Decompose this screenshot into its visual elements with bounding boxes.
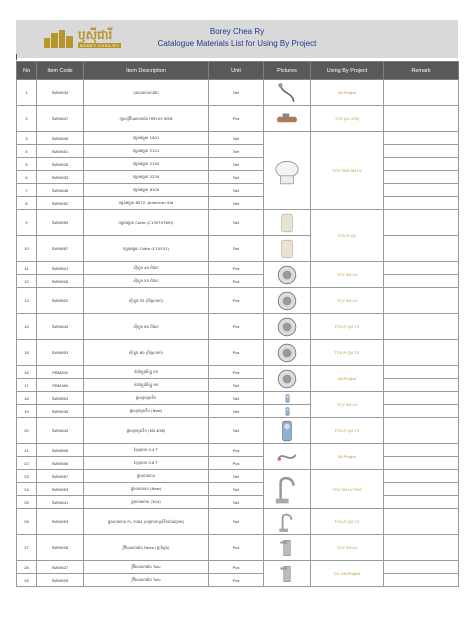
table-row	[17, 340, 459, 366]
item-code: PBM208	[37, 366, 84, 379]
unit: Set	[209, 197, 264, 210]
item-code: SWM029	[37, 574, 84, 587]
company-name: Borey Chea Ry	[209, 27, 265, 36]
column-header: Item Code	[37, 62, 84, 80]
column-header: Using By Project	[311, 62, 384, 80]
document-header	[16, 20, 458, 58]
row-number: 2	[17, 106, 37, 132]
table-row	[17, 158, 459, 171]
table-row	[17, 288, 459, 314]
table-row	[17, 496, 459, 509]
drain-icon	[276, 316, 298, 338]
remark	[384, 405, 459, 418]
using-by-project: All Project	[311, 366, 384, 392]
table-row	[17, 535, 459, 561]
unit: Set	[209, 405, 264, 418]
column-header: Item Description	[84, 62, 209, 80]
unit: Pcs	[209, 288, 264, 314]
item-description: ស៊ីហ្វុង 55 ធំដែក	[84, 275, 209, 288]
item-description: រ៉ូប៊ីណេលាងដៃ Faleo (ផ្ទះល្វែង)	[84, 535, 209, 561]
item-code: SWM001	[37, 262, 84, 275]
item-description: ទ័រជ័រក្លូវេនីល្អូ្អ 55	[84, 366, 209, 379]
column-header: Pictures	[264, 62, 311, 80]
remark	[384, 366, 459, 379]
table-row	[17, 509, 459, 535]
item-code: SWM041	[37, 496, 84, 509]
remark	[384, 561, 459, 574]
table-row	[17, 457, 459, 470]
item-description: ស៊ីហ្វុង 80 ធំដែក	[84, 314, 209, 340]
using-by-project: TCV SH2-SH-LV	[311, 132, 384, 210]
table-row	[17, 314, 459, 340]
basin-faucet-icon	[276, 537, 298, 559]
row-number: 9	[17, 210, 37, 236]
row-number: 3	[17, 132, 37, 145]
table-row	[17, 366, 459, 379]
row-number: 28	[17, 561, 37, 574]
table-row	[17, 470, 459, 483]
item-description: ផ្លុងលាងចាន (304)	[84, 496, 209, 509]
drain-icon	[276, 368, 298, 390]
remark	[384, 145, 459, 158]
table-row	[17, 574, 459, 587]
table-row	[17, 184, 459, 197]
remark	[384, 275, 459, 288]
unit: Set	[209, 509, 264, 535]
remark	[384, 158, 459, 171]
column-header: No	[17, 62, 37, 80]
picture-cell	[264, 132, 311, 210]
item-description: បង្គន់អង្គុយ 2230	[84, 171, 209, 184]
picture-cell	[264, 340, 311, 366]
item-code: SWM059	[37, 210, 84, 236]
picture-cell	[264, 366, 311, 392]
remark	[384, 418, 459, 444]
using-by-project: TCV SH-LV	[311, 288, 384, 314]
remark	[384, 535, 459, 561]
faucet-icon	[276, 108, 298, 130]
item-description: ស៊ីហ្វុង 40 ធំដែក	[84, 262, 209, 275]
item-description: ស៊ីហ្វុង 55 (ពីរស្រទាប់)	[84, 288, 209, 314]
item-code: SWM002	[37, 288, 84, 314]
item-code: SWM049	[37, 132, 84, 145]
item-code: SWM053	[37, 509, 84, 535]
remark	[384, 379, 459, 392]
item-code: SWM028	[37, 275, 84, 288]
remark	[384, 444, 459, 457]
unit: Set	[209, 483, 264, 496]
item-code: SWM043	[37, 314, 84, 340]
logo-text: ឫស៊ីជារី	[78, 28, 113, 42]
table-row	[17, 444, 459, 457]
unit: Set	[209, 145, 264, 158]
divider	[16, 54, 17, 60]
shower-icon	[283, 407, 292, 416]
unit: Pcs	[209, 561, 264, 574]
remark	[384, 184, 459, 197]
using-by-project: TCV-P-QV	[311, 210, 384, 262]
unit: Set	[209, 158, 264, 171]
document-title: Catalogue Materials List for Using By Project	[157, 39, 317, 48]
item-code: SWM052	[37, 197, 84, 210]
using-by-project: TCV SH-LV SH2	[311, 470, 384, 509]
item-description: រ៉ូប៊ីណេលាងដៃ Tulu	[84, 561, 209, 574]
item-description: ផ្កាឈូកងូតទឹក	[84, 392, 209, 405]
picture-cell	[264, 262, 311, 288]
toilet-tank-icon	[276, 238, 298, 260]
remark	[384, 80, 459, 106]
using-by-project: TCV-P-QV-TV	[311, 509, 384, 535]
materials-table	[16, 61, 459, 587]
column-header: Remark	[384, 62, 459, 80]
picture-cell	[264, 236, 311, 262]
picture-cell	[264, 444, 311, 470]
unit: Set	[209, 184, 264, 197]
unit: Set	[209, 236, 264, 262]
remark	[384, 457, 459, 470]
unit: Pcs	[209, 314, 264, 340]
using-by-project: TCV-P-QV-TV	[311, 340, 384, 366]
unit: Pcs	[209, 366, 264, 379]
item-description: ស៊ីហ្វុង 80 (ពីរស្រទាប់)	[84, 340, 209, 366]
picture-cell	[264, 405, 311, 418]
row-number: 29	[17, 574, 37, 587]
pipe-icon	[276, 82, 298, 104]
table-row	[17, 483, 459, 496]
remark	[384, 210, 459, 236]
remark	[384, 392, 459, 405]
row-number: 22	[17, 457, 37, 470]
row-number: 26	[17, 509, 37, 535]
item-code: SWM048	[37, 184, 84, 197]
using-by-project: All Project	[311, 444, 384, 470]
row-number: 8	[17, 197, 37, 210]
unit: Set	[209, 392, 264, 405]
row-number: 16	[17, 366, 37, 379]
item-code: SWM028	[37, 158, 84, 171]
row-number: 11	[17, 262, 37, 275]
picture-cell	[264, 561, 311, 587]
kitchen-faucet-icon	[271, 473, 303, 505]
table-row	[17, 197, 459, 210]
hose-icon	[276, 446, 298, 468]
unit: Set	[209, 210, 264, 236]
remark	[384, 496, 459, 509]
table-body	[17, 80, 459, 587]
row-number: 21	[17, 444, 37, 457]
item-description: ខ្សែទុយោ 0.6 T	[84, 457, 209, 470]
item-description: ផ្កាឈូកងូតទឹក (M5-838)	[84, 418, 209, 444]
table-row	[17, 262, 459, 275]
table-row	[17, 171, 459, 184]
unit: Pcs	[209, 457, 264, 470]
unit: Pcs	[209, 535, 264, 561]
item-description: ខ្សែទុយោ 0.4 T	[84, 444, 209, 457]
table-row	[17, 236, 459, 262]
item-description: ផ្កាឈូកងូតទឹក (New)	[84, 405, 209, 418]
row-number: 6	[17, 171, 37, 184]
item-code: SWM057	[37, 470, 84, 483]
item-description: ក្បាលរ៉ូប៊ីណេលាងដៃ HM105 SMD	[84, 106, 209, 132]
picture-cell	[264, 470, 311, 509]
remark	[384, 314, 459, 340]
remark	[384, 236, 459, 262]
picture-cell	[264, 106, 311, 132]
picture-cell	[264, 392, 311, 405]
item-description: ទុយោដាក់លាងដៃ	[84, 80, 209, 106]
remark	[384, 132, 459, 145]
item-code: SWM006	[37, 457, 84, 470]
table-row	[17, 145, 459, 158]
picture-cell	[264, 288, 311, 314]
using-by-project: CC Old Project	[311, 561, 384, 587]
unit: Set	[209, 171, 264, 184]
item-code: SWM035	[37, 405, 84, 418]
item-description: ផ្លុងលាងចាន (New)	[84, 483, 209, 496]
toilet-tank-icon	[276, 212, 298, 234]
picture-cell	[264, 418, 311, 444]
row-number: 25	[17, 496, 37, 509]
drain-icon	[276, 342, 298, 364]
table-row	[17, 210, 459, 236]
table-row	[17, 392, 459, 405]
row-number: 4	[17, 145, 37, 158]
remark	[384, 574, 459, 587]
remark	[384, 483, 459, 496]
unit: Set	[209, 379, 264, 392]
item-code: SWM051	[37, 145, 84, 158]
using-by-project: TCV-P-QV-TV	[311, 418, 384, 444]
row-number: 7	[17, 184, 37, 197]
using-by-project: TCV (LV 378)	[311, 106, 384, 132]
using-by-project: TCV SH-LV	[311, 535, 384, 561]
table-row	[17, 405, 459, 418]
toilet-icon	[271, 155, 303, 187]
unit: Set	[209, 470, 264, 483]
table-row	[17, 418, 459, 444]
item-code: SWM033	[37, 171, 84, 184]
drain-icon	[276, 264, 298, 286]
item-code: SWM053	[37, 483, 84, 496]
item-description: បង្គន់អង្គុយ 2121	[84, 145, 209, 158]
table-row	[17, 275, 459, 288]
row-number: 20	[17, 418, 37, 444]
using-by-project: TCV SH-LV	[311, 262, 384, 288]
item-code: SWM047	[37, 106, 84, 132]
item-code: PBM188	[37, 379, 84, 392]
logo-subtext: BOREY CHEA RY	[80, 43, 120, 48]
unit: Pcs	[209, 574, 264, 587]
using-by-project: TCV-P-QV-TV	[311, 314, 384, 340]
row-number: 5	[17, 158, 37, 171]
table-row	[17, 80, 459, 106]
unit: Pcs	[209, 444, 264, 457]
column-header: Unit	[209, 62, 264, 80]
item-description: បង្គន់អង្គុយ Cotto (C10531)	[84, 236, 209, 262]
picture-cell	[264, 535, 311, 561]
row-number: 13	[17, 288, 37, 314]
item-code: SWM026	[37, 535, 84, 561]
item-description: បង្គន់អង្គុយ Cotto (C135707WH)	[84, 210, 209, 236]
item-description: ទ័រជ័រក្លូវេនីល្អូ្អ 90	[84, 379, 209, 392]
row-number: 15	[17, 340, 37, 366]
row-number: 27	[17, 535, 37, 561]
item-code: SWM034	[37, 80, 84, 106]
unit: Pcs	[209, 275, 264, 288]
remark	[384, 509, 459, 535]
using-by-project: All Project	[311, 80, 384, 106]
kitchen-faucet-icon	[276, 511, 298, 533]
row-number: 10	[17, 236, 37, 262]
item-code: SWM027	[37, 561, 84, 574]
remark	[384, 171, 459, 184]
row-number: 12	[17, 275, 37, 288]
row-number: 24	[17, 483, 37, 496]
item-code: SWM087	[37, 236, 84, 262]
shower-icon	[276, 420, 298, 442]
item-description: បង្គន់អង្គុយ 8072 -American Std	[84, 197, 209, 210]
row-number: 18	[17, 392, 37, 405]
row-number: 19	[17, 405, 37, 418]
unit: Set	[209, 496, 264, 509]
picture-cell	[264, 80, 311, 106]
item-description: បង្គន់អង្គុយ 2145	[84, 158, 209, 171]
remark	[384, 197, 459, 210]
drain-icon	[276, 290, 298, 312]
row-number: 17	[17, 379, 37, 392]
remark	[384, 106, 459, 132]
picture-cell	[264, 210, 311, 236]
unit: Set	[209, 132, 264, 145]
remark	[384, 340, 459, 366]
table-row	[17, 379, 459, 392]
remark	[384, 288, 459, 314]
item-code: SWM004	[37, 392, 84, 405]
item-code: SWM043	[37, 418, 84, 444]
row-number: 1	[17, 80, 37, 106]
picture-cell	[264, 509, 311, 535]
item-description: បង្គន់អង្គុយ 1001	[84, 132, 209, 145]
table-row	[17, 561, 459, 574]
item-description: បង្គន់អង្គុយ 8100	[84, 184, 209, 197]
basin-faucet-icon	[276, 563, 298, 585]
using-by-project: TCV SH-LV	[311, 392, 384, 418]
unit: Pcs	[209, 106, 264, 132]
table-row	[17, 132, 459, 145]
item-code: SWM003	[37, 340, 84, 366]
table-row	[17, 106, 459, 132]
picture-cell	[264, 314, 311, 340]
unit: Set	[209, 418, 264, 444]
item-code: SWM005	[37, 444, 84, 457]
row-number: 14	[17, 314, 37, 340]
unit: Set	[209, 80, 264, 106]
shower-icon	[283, 394, 292, 403]
row-number: 23	[17, 470, 37, 483]
table-header-row	[17, 62, 459, 80]
remark	[384, 470, 459, 483]
item-description: ផ្លុងលាងចាន	[84, 470, 209, 483]
unit: Pcs	[209, 340, 264, 366]
remark	[384, 262, 459, 275]
unit: Pcs	[209, 262, 264, 275]
item-description: រ៉ូប៊ីណេលាងដៃ Tulu	[84, 574, 209, 587]
item-description: ផ្លុងលាងចាន FL-7081 (សម្រាប់បន្ទប់ទឹកជាន់ក្រោម)	[84, 509, 209, 535]
